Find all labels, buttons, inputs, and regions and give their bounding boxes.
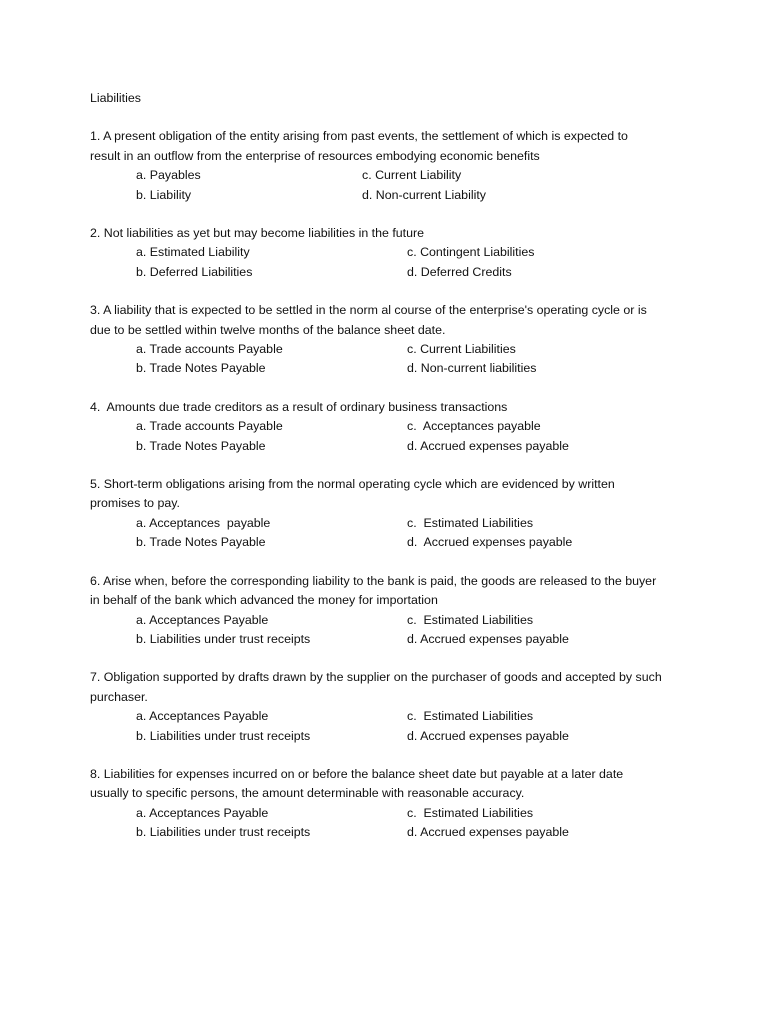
option-c: c. Estimated Liabilities xyxy=(407,515,534,530)
option-a: a. Trade accounts Payable xyxy=(136,419,283,434)
option-a: a. Acceptances Payable xyxy=(136,612,269,627)
question-8-text-line-2: usually to specific persons, the amount determinable with reasonable accuracy. xyxy=(90,786,525,801)
option-c: c. Contingent Liabilities xyxy=(407,245,535,260)
document-page xyxy=(90,89,690,843)
option-b: b. Liabilities under trust receipts xyxy=(136,631,311,646)
question-3-options xyxy=(90,340,690,379)
option-d: d. Accrued expenses payable xyxy=(407,825,569,840)
question-5-text-line-2: promises to pay. xyxy=(90,496,180,511)
option-a: a. Trade accounts Payable xyxy=(136,342,283,357)
option-c: c. Estimated Liabilities xyxy=(407,612,534,627)
question-6 xyxy=(90,572,690,650)
question-2 xyxy=(90,224,690,282)
question-4 xyxy=(90,398,690,456)
option-d: d. Non-current Liability xyxy=(362,187,486,202)
option-b: b. Liabilities under trust receipts xyxy=(136,728,311,743)
option-b: b. Deferred Liabilities xyxy=(136,264,253,279)
question-1-text-line-2: result in an outflow from the enterprise of resources embodying economic benefits xyxy=(90,148,540,163)
document-title: Liabilities xyxy=(90,91,141,105)
question-4-options xyxy=(90,417,690,456)
question-8-text-line-1: 8. Liabilities for expenses incurred on or before the balance sheet date but payable at a later date xyxy=(90,766,624,781)
option-d: d. Non-current liabilities xyxy=(407,361,537,376)
question-7-text-line-2: purchaser. xyxy=(90,689,148,704)
question-8-options xyxy=(90,804,690,843)
question-1-text-line-1: 1. A present obligation of the entity arising from past events, the settlement of which is expected to xyxy=(90,129,628,144)
option-c: c. Acceptances payable xyxy=(407,419,541,434)
option-d: d. Accrued expenses payable xyxy=(407,631,569,646)
question-5 xyxy=(90,475,690,553)
option-c: c. Estimated Liabilities xyxy=(407,805,534,820)
option-a: a. Estimated Liability xyxy=(136,245,250,260)
question-3-text-line-2: due to be settled within twelve months of the balance sheet date. xyxy=(90,322,446,337)
question-8 xyxy=(90,765,690,843)
option-b: b. Liability xyxy=(136,187,192,202)
question-1 xyxy=(90,127,690,205)
question-3 xyxy=(90,301,690,379)
question-6-text-line-2: in behalf of the bank which advanced the money for importation xyxy=(90,593,438,608)
option-c: c. Current Liabilities xyxy=(407,342,516,357)
question-7-options xyxy=(90,707,690,746)
option-a: a. Acceptances Payable xyxy=(136,805,269,820)
option-d: d. Accrued expenses payable xyxy=(407,728,569,743)
option-b: b. Trade Notes Payable xyxy=(136,361,266,376)
option-c: c. Current Liability xyxy=(362,168,462,183)
option-b: b. Trade Notes Payable xyxy=(136,535,266,550)
option-d: d. Accrued expenses payable xyxy=(407,535,573,550)
question-7-text-line-1: 7. Obligation supported by drafts drawn by the supplier on the purchaser of goods and accepted by such xyxy=(90,670,662,685)
question-3-text-line-1: 3. A liability that is expected to be settled in the norm al course of the enterprise's operating cycle or is xyxy=(90,303,647,318)
option-d: d. Deferred Credits xyxy=(407,264,512,279)
question-2-options xyxy=(90,243,690,282)
option-b: b. Trade Notes Payable xyxy=(136,438,266,453)
question-5-options xyxy=(90,514,690,553)
option-a: a. Payables xyxy=(136,168,201,183)
option-b: b. Liabilities under trust receipts xyxy=(136,825,311,840)
question-5-text-line-1: 5. Short-term obligations arising from the normal operating cycle which are evidenced by written xyxy=(90,477,615,492)
question-1-options xyxy=(90,166,690,205)
option-a: a. Acceptances Payable xyxy=(136,709,269,724)
question-4-text-line-1: 4. Amounts due trade creditors as a result of ordinary business transactions xyxy=(90,399,508,414)
question-7 xyxy=(90,668,690,746)
question-6-options xyxy=(90,611,690,650)
option-a: a. Acceptances payable xyxy=(136,515,271,530)
question-6-text-line-1: 6. Arise when, before the corresponding liability to the bank is paid, the goods are released to the buyer xyxy=(90,573,657,588)
option-d: d. Accrued expenses payable xyxy=(407,438,569,453)
option-c: c. Estimated Liabilities xyxy=(407,709,534,724)
question-2-text-line-1: 2. Not liabilities as yet but may become liabilities in the future xyxy=(90,226,425,241)
